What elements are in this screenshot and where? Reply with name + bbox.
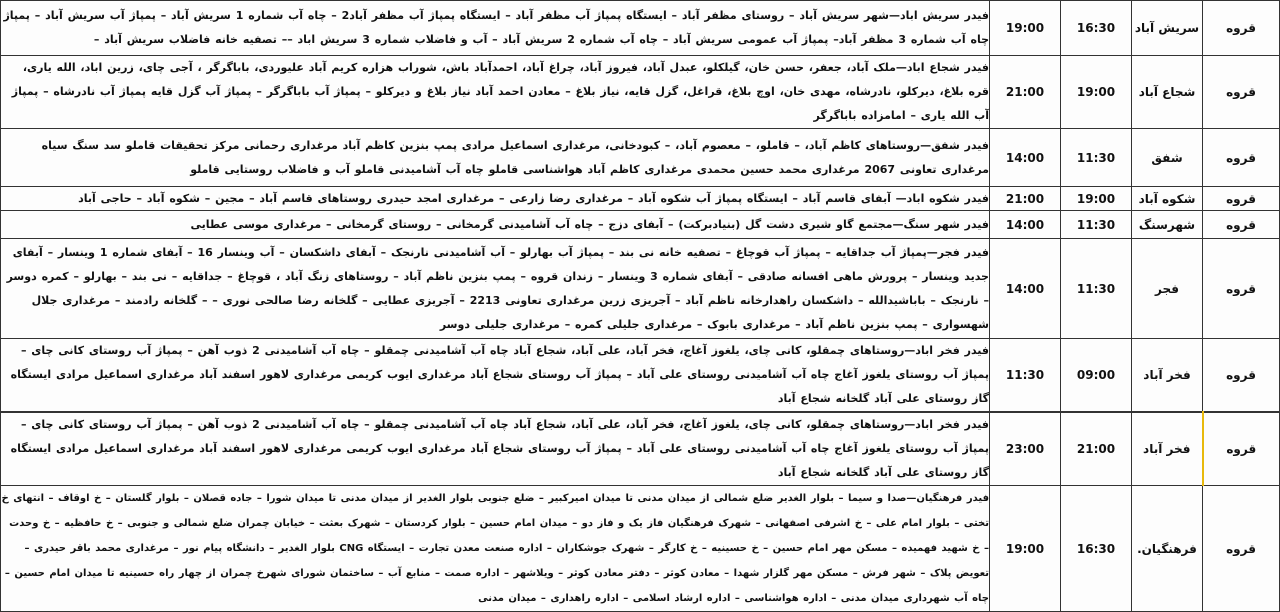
affected-areas-cell: فیدر فجر—پمپاژ آب جداقایه – پمپاژ آب قوچاغ – تصفیه خانه نی بند – پمپاژ آب بهارلو – آب آشامیدنی نارنجک – آبفای داشکسان – آب وینسار 16 – آبفای شماره 1 وینسار – آبفای جدید وینسار – پرورش ماهی افسانه صادقی – آبفای شماره 3 وینسار – زندان قروه – پمپ بنزین ناظم آباد – روستاهای زنگ آباد ، قوچاغ – جداقایه – نی بند – بهارلو – کمره دوسر – نارنجک – باباشیدالله – داشکسان راهدارخانه ناظم آباد – آجریزی زرین مرغداری تعاونی 2213 – آجریزی عطایی – گلخانه رضا صالحی نوری – – گلخانه رادمند – مرغداری جلال شهسواری – پمپ بنزین ناظم آباد – مرغداری بابوک – مرغداری جلیلی کمره – مرغداری جلیلی دوسر bbox=[1, 239, 990, 339]
affected-areas-cell: فیدر شکوه اباد— آبفای قاسم آباد – ایستگاه پمپاژ آب شکوه آباد – مرغداری رضا زارعی – مرغداری امجد حیدری روستاهای قاسم آباد – مجین – شکوه آباد – حاجی آباد bbox=[1, 187, 990, 211]
city-cell: قروه bbox=[1203, 56, 1280, 129]
start-time-cell: 19:00 bbox=[1061, 56, 1132, 129]
feeder-cell: فخر آباد bbox=[1132, 412, 1203, 486]
table-row bbox=[1, 486, 1280, 612]
affected-areas-cell: فیدر شفق—روستاهای کاظم آباد، – قاملو، – معصوم آباد، – کبودخانی، مرغداری اسماعیل مرادی پمپ بنزین کاظم آباد مرغداری رحمانی مرکز تحقیقات قاملو سد سنگ سیاه مرغداری تعاونی 2067 مرغداری محمد حسین محمدی مرغداری کاظم آباد هواشناسی قاملو چاه آب آشامیدنی قاملو آب و فاضلاب روستایی قاملو bbox=[1, 129, 990, 187]
city-cell: قروه bbox=[1203, 239, 1280, 339]
start-time-cell: 19:00 bbox=[1061, 187, 1132, 211]
feeder-cell: شهرسنگ bbox=[1132, 211, 1203, 239]
city-cell: قروه bbox=[1203, 1, 1280, 56]
table-row bbox=[1, 412, 1280, 486]
start-time-cell: 21:00 bbox=[1061, 412, 1132, 486]
end-time-cell: 19:00 bbox=[990, 1, 1061, 56]
end-time-cell: 14:00 bbox=[990, 239, 1061, 339]
start-time-cell: 11:30 bbox=[1061, 211, 1132, 239]
city-cell: قروه bbox=[1203, 412, 1280, 486]
feeder-cell: فرهنگیان. bbox=[1132, 486, 1203, 612]
end-time-cell: 14:00 bbox=[990, 129, 1061, 187]
start-time-cell: 11:30 bbox=[1061, 129, 1132, 187]
city-cell: قروه bbox=[1203, 187, 1280, 211]
table-row bbox=[1, 339, 1280, 413]
end-time-cell: 19:00 bbox=[990, 486, 1061, 612]
table-row bbox=[1, 56, 1280, 129]
table-row bbox=[1, 187, 1280, 211]
table-row bbox=[1, 239, 1280, 339]
end-time-cell: 23:00 bbox=[990, 412, 1061, 486]
start-time-cell: 11:30 bbox=[1061, 239, 1132, 339]
table-row bbox=[1, 1, 1280, 56]
feeder-cell: شکوه آباد bbox=[1132, 187, 1203, 211]
end-time-cell: 21:00 bbox=[990, 56, 1061, 129]
feeder-cell: شفق bbox=[1132, 129, 1203, 187]
affected-areas-cell: فیدر فخر اباد—روستاهای چمقلو، کانی چای، یلغوز آغاج، فخر آباد، علی آباد، شجاع آباد چاه آب آشامیدنی چمقلو – چاه آب آشامیدنی 2 ذوب آهن – پمپاژ آب روستای کانی چای – پمپاژ آب روستای یلغوز آغاج چاه آب آشامیدنی روستای علی آباد – پمپاژ آب روستای شجاع آباد مرغداری ایوب کریمی مرغداری لاهور اسفند آباد مرغداری اسماعیل مرادی ایستگاه گاز روستای علی آباد گلخانه شجاع آباد bbox=[1, 412, 990, 486]
start-time-cell: 16:30 bbox=[1061, 486, 1132, 612]
city-cell: قروه bbox=[1203, 129, 1280, 187]
feeder-cell: سریش آباد bbox=[1132, 1, 1203, 56]
city-cell: قروه bbox=[1203, 486, 1280, 612]
affected-areas-cell: فیدر سریش اباد—شهر سریش آباد – روستای مظفر آباد – ایستگاه پمپاژ آب مظفر آباد – ایستگاه پمپاژ آب مظفر آباد2 – چاه آب شماره 1 سریش آباد – پمپاژ آب سریش آباد – پمپاژ چاه آب شماره 3 مظفر آباد– پمپاژ آب عمومی سریش آباد – چاه آب شماره 2 سریش آباد – آب و فاضلاب شماره 3 سریش اباد –– تصفیه خانه فاضلاب سریش آباد – bbox=[1, 1, 990, 56]
start-time-cell: 16:30 bbox=[1061, 1, 1132, 56]
table-row bbox=[1, 129, 1280, 187]
end-time-cell: 21:00 bbox=[990, 187, 1061, 211]
affected-areas-cell: فیدر شهر سنگ—مجتمع گاو شیری دشت گل (بنیادبرکت) – آبفای دزج – چاه آب آشامیدنی گرمخانی – روستای گرمخانی – مرغداری موسی عطایی bbox=[1, 211, 990, 239]
feeder-cell: فخر آباد bbox=[1132, 339, 1203, 413]
affected-areas-cell: فیدر فرهنگیان—صدا و سیما – بلوار الغدیر ضلع شمالی از میدان مدنی تا میدان امیرکبیر – ضلع جنوبی بلوار الغدیر از میدان مدنی تا میدان شورا – جاده قصلان – بلوار گلستان – خ اوقاف – انتهای خ تختی – بلوار امام علی – خ اشرفی اصفهانی – شهرک فرهنگیان فاز یک و فاز دو – میدان امام حسین – بلوار کردستان – شهرک بعثت – خیابان چمران ضلع شمالی و جنوبی – خ حافظیه – خ وحدت – خ شهید فهمیده – مسکن مهر امام حسین – خ حسینیه – خ کارگر – شهرک جوشکاران – اداره صنعت معدن تجارت – ایستگاه CNG بلوار الغدیر – دانشگاه پیام نور – مرغداری محمد باقر حیدری – تعویض پلاک – شهر فرش – مسکن مهر گلزار شهدا – معادن کوثر – دفتر معادن کوثر – ویلاشهر – اداره صمت – منابع آب – ساختمان شورای شهرخ چمران از چهار راه حسینیه تا میدان امام حسین – چاه آب شهرداری میدان مدنی – اداره هواشناسی – اداره ارشاد اسلامی – اداره راهداری – میدان مدنی bbox=[1, 486, 990, 612]
affected-areas-cell: فیدر فخر اباد—روستاهای چمقلو، کانی چای، یلغوز آغاج، فخر آباد، علی آباد، شجاع آباد چاه آب آشامیدنی چمقلو – چاه آب آشامیدنی 2 ذوب آهن – پمپاژ آب روستای کانی چای – پمپاژ آب روستای یلغوز آغاج چاه آب آشامیدنی روستای علی آباد – پمپاژ آب روستای شجاع آباد مرغداری ایوب کریمی مرغداری لاهور اسفند آباد مرغداری اسماعیل مرادی ایستگاه گاز روستای علی آباد گلخانه شجاع آباد bbox=[1, 339, 990, 413]
feeder-cell: فجر bbox=[1132, 239, 1203, 339]
city-cell: قروه bbox=[1203, 211, 1280, 239]
affected-areas-cell: فیدر شجاع اباد—ملک آباد، جعفر، حسن خان، گیلکلو، عبدل آباد، فیروز آباد، چراغ آباد، احمدآباد باش، شوراب هزاره کریم آباد علیوردی، باباگرگر ، آجی چای، زرین اباد، الله یاری، قره بلاغ، دیرکلو، نادرشاه، مهدی خان، اوچ بلاغ، قراغل، گزل قایه، نیاز بلاغ – معادن احمد آباد نیاز بلاغ و دیرکلو – پمپاژ آب باباگرگر – پمپاژ آب گزل قایه پمپاژ آب نادرشاه – پمپاژ آب الله یاری – امامزاده باباگرگر bbox=[1, 56, 990, 129]
end-time-cell: 11:30 bbox=[990, 339, 1061, 413]
table-row bbox=[1, 211, 1280, 239]
start-time-cell: 09:00 bbox=[1061, 339, 1132, 413]
feeder-cell: شجاع آباد bbox=[1132, 56, 1203, 129]
city-cell: قروه bbox=[1203, 339, 1280, 413]
end-time-cell: 14:00 bbox=[990, 211, 1061, 239]
